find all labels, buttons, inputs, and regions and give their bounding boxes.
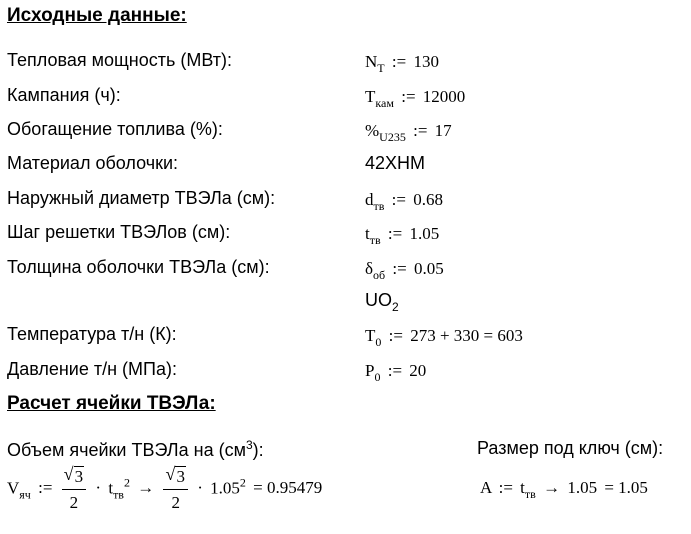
param-label-outer-diameter: Наружный диаметр ТВЭЛа (см): bbox=[7, 188, 276, 208]
volume-label-end: ): bbox=[252, 440, 264, 460]
multiply-operator: · bbox=[197, 478, 203, 498]
key-size-formula bbox=[480, 478, 651, 502]
evaluate-arrow: → bbox=[543, 478, 561, 497]
fuel-material-value bbox=[365, 290, 399, 314]
param-value: 0.68 bbox=[413, 190, 443, 209]
volume-formula bbox=[7, 466, 325, 513]
param-symbol: T bbox=[365, 326, 376, 345]
input-data-heading: Исходные данные: bbox=[7, 5, 187, 26]
assign-operator: := bbox=[391, 52, 407, 71]
assign-operator: := bbox=[391, 190, 406, 209]
param-label-enrichment: Обогащение топлива (%): bbox=[7, 119, 223, 139]
radical-sign: √ bbox=[63, 464, 74, 484]
assign-operator: := bbox=[401, 87, 416, 106]
assign-operator: := bbox=[387, 361, 403, 380]
param-value: 20 bbox=[409, 361, 427, 380]
param-eq-enrichment bbox=[365, 121, 452, 145]
param-label-campaign: Кампания (ч): bbox=[7, 85, 121, 105]
evaluate-arrow: → bbox=[137, 478, 155, 498]
radicand: 3 bbox=[176, 467, 185, 486]
param-value: 0.05 bbox=[413, 259, 444, 278]
radicand: 3 bbox=[74, 467, 84, 486]
pitch-number: 1.05 bbox=[210, 478, 240, 498]
param-label-cladding-thickness: Толщина оболочки ТВЭЛа (см): bbox=[7, 257, 270, 277]
pitch-variable: t bbox=[520, 478, 525, 497]
multiply-operator: · bbox=[95, 478, 102, 498]
param-value: 12000 bbox=[422, 87, 466, 106]
fuel-formula-subscript: 2 bbox=[392, 300, 399, 314]
param-symbol: d bbox=[365, 190, 374, 209]
power-exponent: 2 bbox=[239, 475, 246, 490]
param-value: 17 bbox=[434, 121, 452, 140]
param-value: 1.05 bbox=[409, 224, 440, 243]
assign-operator: := bbox=[388, 326, 403, 345]
param-eq-cladding-thickness bbox=[365, 259, 444, 283]
param-eq-lattice-pitch bbox=[365, 224, 439, 248]
param-subscript: U235 bbox=[379, 130, 406, 144]
param-label-coolant-temperature: Температура т/н (К): bbox=[7, 324, 177, 344]
cell-calc-heading: Расчет ячейки ТВЭЛа: bbox=[7, 393, 216, 414]
pitch-subscript: тв bbox=[113, 487, 124, 502]
assign-operator: := bbox=[392, 259, 407, 278]
key-size-result: = 1.05 bbox=[604, 478, 648, 497]
param-subscript: кам bbox=[375, 96, 394, 110]
radical-sign: √ bbox=[165, 464, 176, 484]
volume-subscript: яч bbox=[19, 487, 31, 502]
param-symbol: % bbox=[365, 121, 380, 140]
volume-label bbox=[7, 438, 264, 461]
cladding-material-value: 42ХНМ bbox=[365, 153, 426, 173]
sqrt-radical bbox=[165, 466, 186, 487]
volume-result: = 0.95479 bbox=[253, 478, 323, 498]
param-symbol: T bbox=[365, 87, 376, 106]
pitch-variable: t bbox=[108, 478, 114, 498]
denominator: 2 bbox=[69, 493, 79, 512]
key-size-symbol: A bbox=[480, 478, 492, 497]
param-label-power: Тепловая мощность (МВт): bbox=[7, 50, 232, 70]
param-eq-campaign bbox=[365, 87, 465, 111]
param-value: 273 + 330 = 603 bbox=[410, 326, 523, 345]
volume-label-text: Объем ячейки ТВЭЛа на (см bbox=[7, 440, 246, 460]
param-label-cladding-material: Материал оболочки: bbox=[7, 153, 179, 173]
assign-operator: := bbox=[387, 224, 403, 243]
volume-symbol: V bbox=[7, 478, 20, 498]
param-subscript: тв bbox=[369, 233, 381, 247]
param-eq-coolant-temperature bbox=[365, 326, 523, 350]
assign-operator: := bbox=[498, 478, 513, 497]
param-subscript: T bbox=[377, 61, 385, 75]
param-eq-power bbox=[365, 52, 439, 76]
power-exponent: 2 bbox=[123, 475, 130, 490]
fuel-formula: UO bbox=[365, 290, 392, 310]
param-value: 130 bbox=[413, 52, 439, 71]
sqrt3-over-2-fraction bbox=[62, 466, 87, 513]
param-eq-outer-diameter bbox=[365, 190, 443, 214]
sqrt3-over-2-fraction bbox=[163, 466, 188, 513]
assign-operator: := bbox=[38, 478, 53, 498]
param-label-coolant-pressure: Давление т/н (МПа): bbox=[7, 359, 177, 379]
param-symbol: N bbox=[365, 52, 378, 71]
param-subscript: 0 bbox=[375, 335, 382, 349]
param-label-lattice-pitch: Шаг решетки ТВЭЛов (см): bbox=[7, 222, 231, 242]
pitch-subscript: тв bbox=[524, 487, 536, 501]
param-symbol: t bbox=[365, 224, 370, 243]
key-size-value: 1.05 bbox=[567, 478, 598, 497]
sqrt-radical bbox=[64, 466, 85, 487]
volume-label-exponent: 3 bbox=[245, 438, 253, 452]
denominator: 2 bbox=[171, 493, 180, 512]
assign-operator: := bbox=[413, 121, 428, 140]
param-eq-coolant-pressure bbox=[365, 361, 426, 385]
param-subscript: об bbox=[373, 268, 386, 282]
param-symbol: δ bbox=[365, 259, 374, 278]
key-size-label: Размер под ключ (см): bbox=[477, 438, 664, 458]
param-subscript: 0 bbox=[374, 370, 381, 384]
param-subscript: тв bbox=[373, 199, 385, 213]
param-symbol: P bbox=[365, 361, 375, 380]
